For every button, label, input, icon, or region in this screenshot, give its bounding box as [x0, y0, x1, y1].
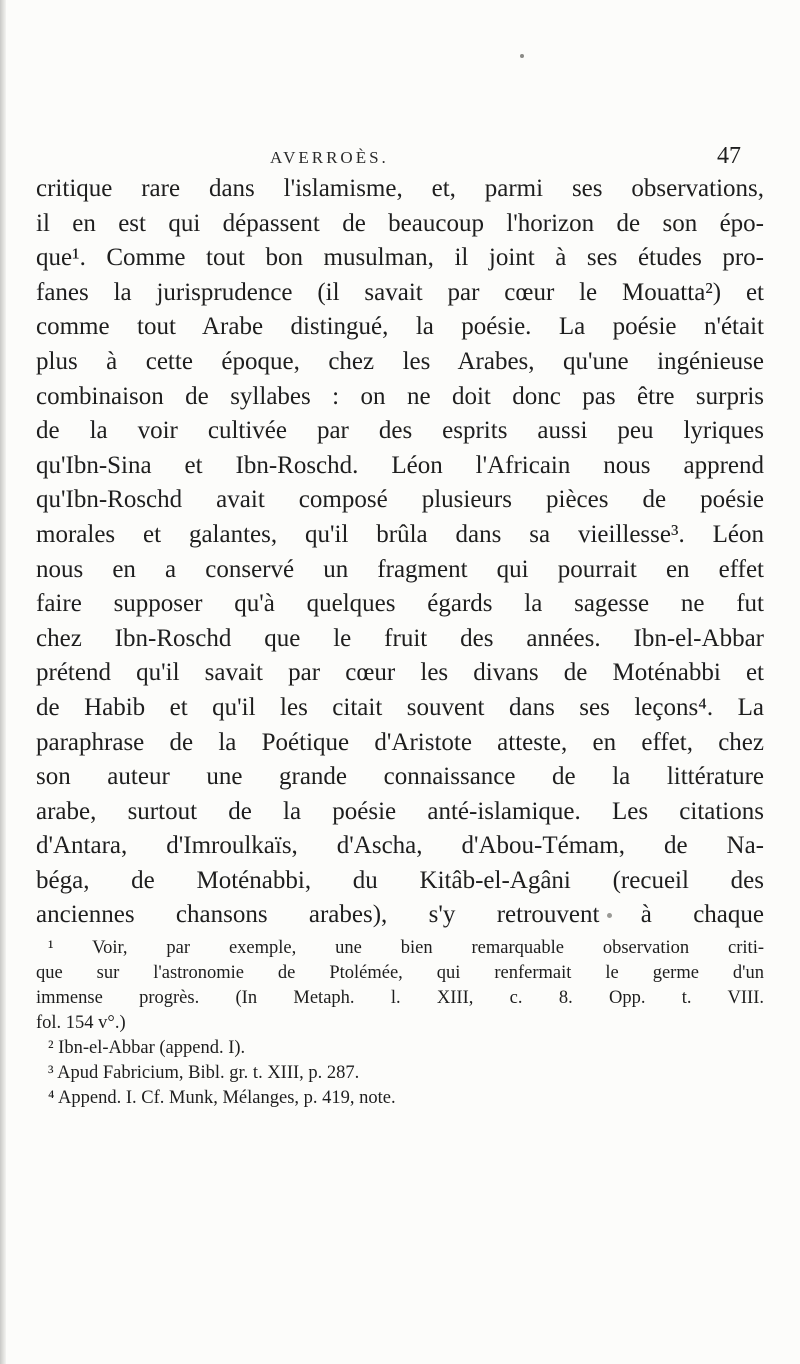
body-text	[36, 172, 764, 933]
body-line: son auteur une grande connaissance de la littérature	[36, 763, 764, 791]
body-line: combinaison de syllabes : on ne doit donc pas être surpris	[36, 382, 764, 410]
body-line: chez Ibn-Roschd que le fruit des années. Ibn-el-Abbar	[36, 624, 764, 652]
body-line: béga, de Moténabbi, du Kitâb-el-Agâni (recueil des	[36, 866, 764, 894]
ink-speck	[520, 54, 524, 58]
body-line: de la voir cultivée par des esprits aussi peu lyriques	[36, 417, 764, 445]
footnote-line: ⁴ Append. I. Cf. Munk, Mélanges, p. 419, note.	[48, 1088, 396, 1108]
body-line: paraphrase de la Poétique d'Aristote atteste, en effet, chez	[36, 728, 764, 756]
footnote-line: fol. 154 v°.)	[36, 1013, 126, 1033]
footnote-line: ² Ibn-el-Abbar (append. I).	[48, 1038, 246, 1058]
body-line: fanes la jurisprudence (il savait par cœur le Mouatta²) et	[36, 278, 764, 306]
body-line: morales et galantes, qu'il brûla dans sa vieillesse³. Léon	[36, 520, 764, 548]
footnote-line: que sur l'astronomie de Ptolémée, qui renfermait le germe d'un	[36, 963, 764, 983]
body-line: plus à cette époque, chez les Arabes, qu'une ingénieuse	[36, 347, 764, 375]
running-title: AVERROÈS.	[270, 148, 389, 167]
body-line: d'Antara, d'Imroulkaïs, d'Ascha, d'Abou-Témam, de Na-	[36, 832, 764, 860]
footnote-line: ¹ Voir, par exemple, une bien remarquable observation criti-	[48, 938, 764, 958]
body-line: que¹. Comme tout bon musulman, il joint à ses études pro-	[36, 244, 764, 272]
footnote-line: immense progrès. (In Metaph. l. XIII, c. 8. Opp. t. VIII.	[36, 988, 764, 1008]
body-line: arabe, surtout de la poésie anté-islamique. Les citations	[36, 797, 764, 825]
page-binding-edge	[0, 0, 6, 1364]
body-line: il en est qui dépassent de beaucoup l'horizon de son épo-	[36, 209, 764, 237]
body-line: anciennes chansons arabes), s'y retrouvent à chaque	[36, 901, 764, 929]
page-number: 47	[717, 143, 741, 169]
footnotes	[36, 936, 764, 1111]
body-line: comme tout Arabe distingué, la poésie. La poésie n'était	[36, 313, 764, 341]
body-line: qu'Ibn-Sina et Ibn-Roschd. Léon l'Africain nous apprend	[36, 451, 764, 479]
body-line: prétend qu'il savait par cœur les divans de Moténabbi et	[36, 659, 764, 687]
body-line: de Habib et qu'il les citait souvent dans ses leçons⁴. La	[36, 693, 764, 721]
body-line: faire supposer qu'à quelques égards la sagesse ne fut	[36, 590, 764, 618]
body-line: nous en a conservé un fragment qui pourrait en effet	[36, 555, 764, 583]
body-line: qu'Ibn-Roschd avait composé plusieurs pièces de poésie	[36, 486, 764, 514]
footnote-line: ³ Apud Fabricium, Bibl. gr. t. XIII, p. 287.	[48, 1063, 360, 1083]
body-line: critique rare dans l'islamisme, et, parmi ses observations,	[36, 175, 764, 202]
